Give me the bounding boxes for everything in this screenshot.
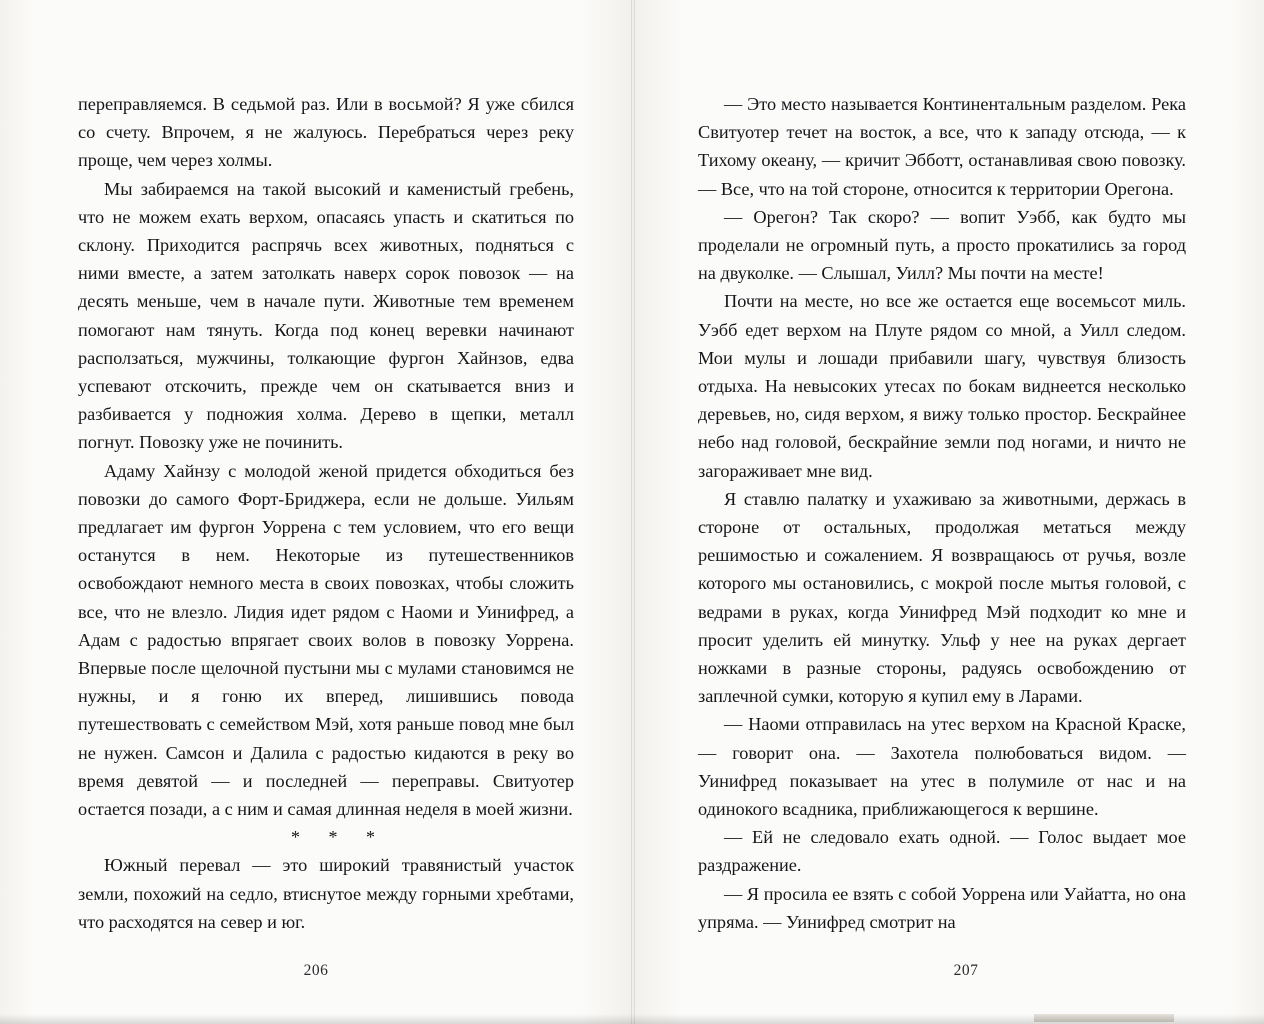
page-number-left: 206 — [303, 962, 329, 979]
paragraph: — Это место называется Континентальным разделом. Река Свитуотер течет на восток, а все, что к западу отсюда, — к Тихому океану, — кричит Эбботт, останавливая свою повозку. — Все, что на той стороне, относится к территории Орегона. — [698, 94, 1186, 199]
paragraph: Южный перевал — это широкий травянистый участок земли, похожий на седло, втиснутое между горными хребтами, что расходятся на север и юг. — [78, 855, 574, 932]
paragraph: переправляемся. В седьмой раз. Или в восьмой? Я уже сбился со счету. Впрочем, я не жалуюсь. Перебраться через реку проще, чем через холмы. — [78, 94, 574, 171]
paragraph: — Наоми отправилась на утес верхом на Красной Краске, — говорит она. — Захотела полюбоваться видом. — Уинифред показывает на утес в полумиле от нас и на одинокого всадника, приближающегося к вершине. — [698, 714, 1186, 820]
paragraph: Я ставлю палатку и ухаживаю за животными, держась в стороне от остальных, продолжая метаться между решимостью и сожалением. Я возвращаюсь от ручья, возле которого мы остановились, с мокрой после мытья головой, с ведрами в руках, когда Уинифред Мэй подходит ко мне и просит уделить ей минутку. Ульф у нее на руках дергает ножками в разные стороны, радуясь освобождению от заплечной сумки, которую я купил ему в Ларами. — [698, 488, 1186, 707]
paragraph: Адаму Хайнзу с молодой женой придется обходиться без повозки до самого Форт-Бриджера, если не дольше. Уильям предлагает им фургон Уоррена с тем условием, что его вещи останутся в нем. Некоторые из путешественников освобождают немного места в своих повозках, чтобы сложить все, что не влезло. Лидия идет рядом с Наоми и Уинифред, а Адам с радостью впрягает своих волов в повозку Уоррена. Впервые после щелочной пустыни мы с мулами становимся не нужны, и я гоню их вперед, лишившись повода путешествовать с семейством Мэй, хотя раньше повод мне был не нужен. Самсон и Далила с радостью кидаются в реку во время девятой — и последней — переправы. Свитуотер остается позади, а с ним и самая длинная неделя в моей жизни. — [78, 460, 574, 820]
paragraph: — Я просила ее взять с собой Уоррена или Уайатта, но она упряма. — Уинифред смотрит на — [698, 883, 1186, 932]
right-page — [632, 0, 1264, 1024]
section-separator: * * * — [291, 827, 387, 848]
paragraph: — Ей не следовало ехать одной. — Голос выдает мое раздражение. — [698, 827, 1186, 876]
paragraph: — Орегон? Так скоро? — вопит Уэбб, как будто мы проделали не огромный путь, а просто прокатились за город на двуколке. — Слышал, Уилл? Мы почти на месте! — [698, 206, 1186, 284]
paragraph: Мы забираемся на такой высокий и каменистый гребень, что не можем ехать верхом, опасаясь упасть и скатиться по склону. Приходится распрячь всех животных, подняться с ними вместе, а затем затолкать наверх сорок повозок — на десять меньше, чем в начале пути. Животные тем временем помогают нам тянуть. Когда под конец веревки начинают расползаться, мужчины, толкающие фургон Хайнзов, едва успевают отскочить, прежде чем он скатывается вниз и разбивается у подножия холма. Дерево в щепки, металл погнут. Повозку уже не починить. — [78, 178, 574, 453]
page-number-right: 207 — [953, 962, 979, 979]
paragraph: Почти на месте, но все же остается еще восемьсот миль. Уэбб едет верхом на Плуте рядом со мной, а Уилл следом. Мои мулы и лошади прибавили шагу, чувствуя близость отдыха. На невысоких утесах по бокам виднеется несколько деревьев, но, сидя верхом, я вижу только простор. Бескрайнее небо над головой, бескрайние земли под ногами, и ничто не загораживает мне вид. — [698, 291, 1186, 481]
right-page-text-column — [698, 90, 1186, 936]
left-page-text-column — [78, 90, 574, 936]
